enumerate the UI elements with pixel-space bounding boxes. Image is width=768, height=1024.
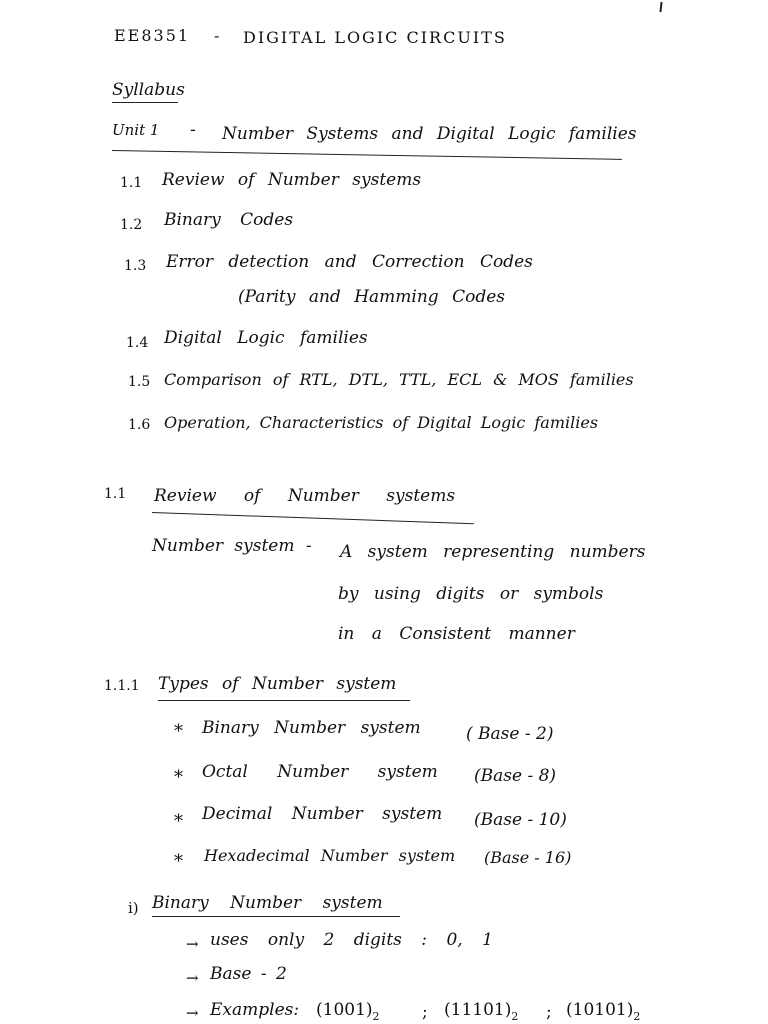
number-system-type: Hexadecimal Number system <box>204 846 456 865</box>
syllabus-underline <box>112 102 178 103</box>
arrow-icon: → <box>186 969 199 987</box>
subsection-underline <box>152 916 400 917</box>
example-separator: ; <box>546 1002 552 1022</box>
bullet-icon: * <box>174 767 183 788</box>
binary-example <box>316 1000 380 1022</box>
pen-mark <box>659 2 662 12</box>
course-code: EE8351 <box>114 26 191 45</box>
syllabus-item-num: 1.5 <box>128 374 151 390</box>
arrow-icon: → <box>186 1004 199 1022</box>
example-value: (11101) <box>444 1000 512 1020</box>
course-title: DIGITAL LOGIC CIRCUITS <box>243 28 507 47</box>
number-system-base: (Base - 8) <box>474 766 557 786</box>
syllabus-heading: Syllabus <box>112 80 185 100</box>
header-dash: - <box>214 26 222 45</box>
definition-term: Number system - <box>152 536 312 556</box>
syllabus-item-text: Digital Logic families <box>164 328 368 348</box>
unit-title: Number Systems and Digital Logic families <box>222 124 637 144</box>
number-system-base: (Base - 16) <box>484 848 572 867</box>
example-base: 2 <box>633 1010 641 1023</box>
number-system-base: ( Base - 2) <box>466 724 554 744</box>
arrow-icon: → <box>186 935 199 953</box>
number-system-type: Octal Number system <box>202 762 438 782</box>
bullet-icon: * <box>174 811 183 832</box>
number-system-type: Binary Number system <box>202 718 421 738</box>
syllabus-item-text: Binary Codes <box>164 210 294 230</box>
definition-line: A system representing numbers <box>340 542 646 562</box>
example-separator: ; <box>422 1002 428 1022</box>
syllabus-item-num: 1.4 <box>126 335 149 351</box>
syllabus-item-num: 1.3 <box>124 258 147 274</box>
section-number: 1.1 <box>104 486 127 502</box>
syllabus-item-num: 1.6 <box>128 417 151 433</box>
binary-example <box>566 1000 640 1022</box>
subsection-title: Binary Number system <box>152 893 383 913</box>
example-base: 2 <box>372 1010 380 1023</box>
subsection-label: i) <box>128 899 139 917</box>
section-underline <box>152 512 474 524</box>
definition-line: by using digits or symbols <box>338 584 604 604</box>
section-title: Review of Number systems <box>154 486 456 506</box>
syllabus-item-text: (Parity and Hamming Codes <box>238 287 505 307</box>
binary-example <box>444 1000 518 1022</box>
syllabus-item-num: 1.2 <box>120 217 143 233</box>
definition-line: in a Consistent manner <box>338 624 575 644</box>
section-underline <box>158 700 410 701</box>
section-title: Types of Number system <box>158 674 397 694</box>
syllabus-item-num: 1.1 <box>120 175 143 191</box>
syllabus-item-text: Operation, Characteristics of Digital Logic families <box>164 413 599 432</box>
number-system-base: (Base - 10) <box>474 810 567 830</box>
bullet-icon: * <box>174 851 183 872</box>
binary-point: uses only 2 digits : 0, 1 <box>210 930 493 950</box>
unit-label: Unit 1 <box>112 121 160 139</box>
example-value: (10101) <box>566 1000 634 1020</box>
syllabus-item-text: Review of Number systems <box>162 170 422 190</box>
syllabus-item-text: Comparison of RTL, DTL, TTL, ECL & MOS families <box>164 370 634 389</box>
example-base: 2 <box>511 1010 519 1023</box>
bullet-icon: * <box>174 721 183 742</box>
examples-label: Examples: <box>210 1000 300 1020</box>
unit-dash: - <box>190 120 196 140</box>
example-value: (1001) <box>316 1000 373 1020</box>
syllabus-item-text: Error detection and Correction Codes <box>166 252 533 272</box>
section-number: 1.1.1 <box>104 678 140 694</box>
unit-underline <box>112 150 622 160</box>
binary-point: Base - 2 <box>210 964 287 984</box>
number-system-type: Decimal Number system <box>202 804 443 824</box>
